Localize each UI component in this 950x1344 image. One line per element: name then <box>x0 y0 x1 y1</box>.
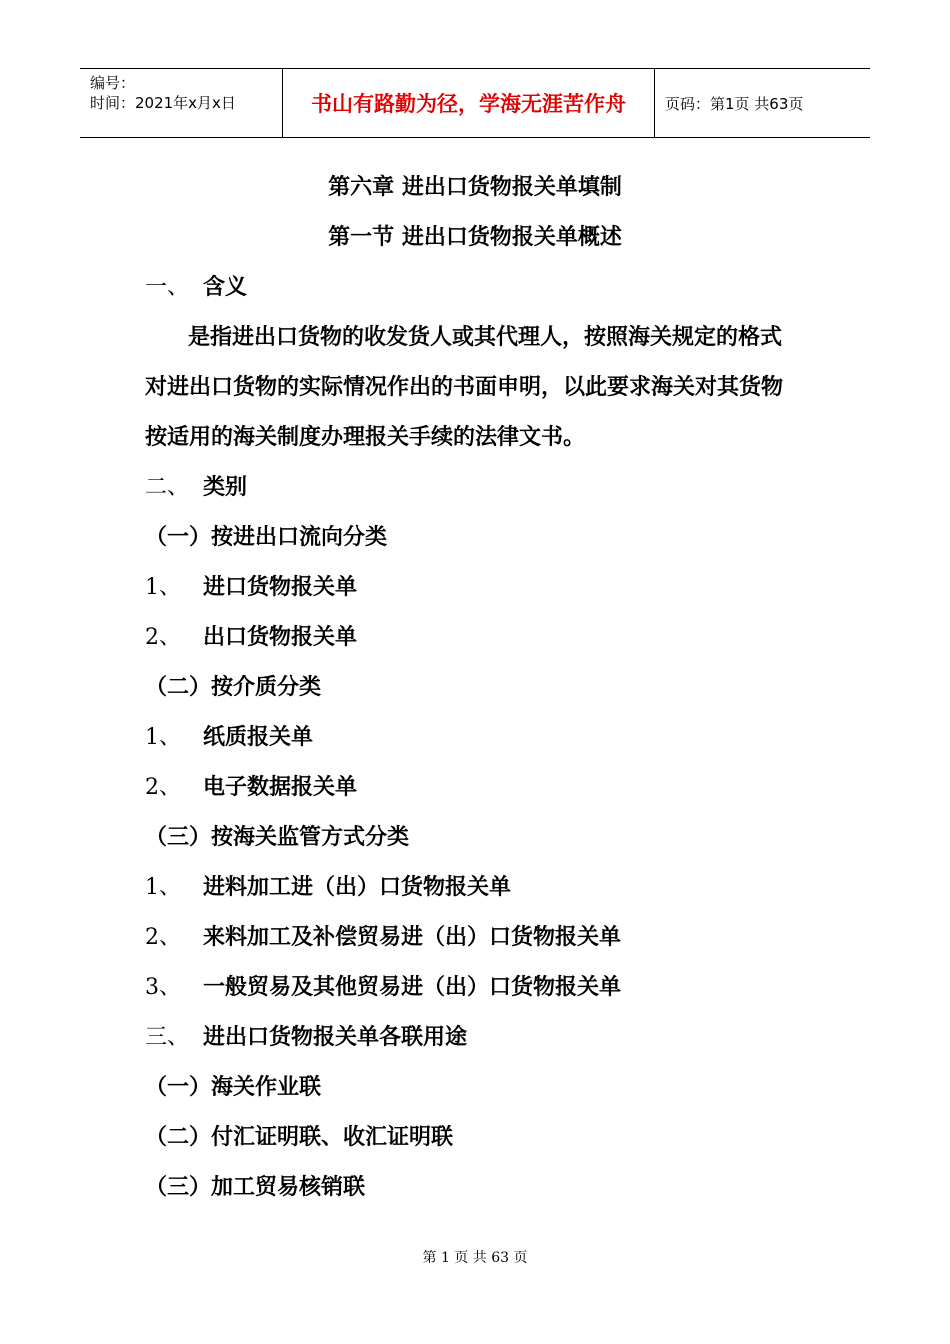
list-item-text: 进口货物报关单 <box>203 574 358 600</box>
subheading: （三）加工贸易核销联 <box>145 1174 366 1200</box>
list-item <box>145 720 313 751</box>
subheading: （二）付汇证明联、收汇证明联 <box>145 1124 454 1150</box>
heading-3-text: 进出口货物报关单各联用途 <box>203 1024 468 1050</box>
heading-1 <box>145 270 247 301</box>
list-item <box>145 570 357 601</box>
subheading: （二）按介质分类 <box>145 674 322 700</box>
list-item <box>145 920 621 951</box>
list-item <box>145 620 357 651</box>
section-title: 第一节 进出口货物报关单概述 <box>328 224 622 250</box>
subheading: （三）按海关监管方式分类 <box>145 824 410 850</box>
heading-3 <box>145 1020 467 1051</box>
list-item-num: 1、 <box>145 725 181 750</box>
subheading: （一）海关作业联 <box>145 1074 322 1100</box>
page-header <box>80 68 870 138</box>
heading-2-num: 二、 <box>145 475 190 500</box>
header-motto-cell <box>282 69 655 137</box>
heading-2 <box>145 470 247 501</box>
heading-3-num: 三、 <box>145 1025 190 1050</box>
paragraph-line: 是指进出口货物的收发货人或其代理人，按照海关规定的格式 <box>188 324 783 350</box>
paragraph-line: 对进出口货物的实际情况作出的书面申明，以此要求海关对其货物 <box>145 374 784 400</box>
list-item-num: 2、 <box>145 925 181 950</box>
list-item-text: 出口货物报关单 <box>203 624 358 650</box>
list-item-text: 进料加工进（出）口货物报关单 <box>203 874 512 900</box>
subheading: （一）按进出口流向分类 <box>145 524 388 550</box>
list-item-text: 一般贸易及其他贸易进（出）口货物报关单 <box>203 974 622 1000</box>
list-item-text: 电子数据报关单 <box>203 774 358 800</box>
header-page-info: 页码：第1页 共63页 <box>665 94 804 113</box>
serial-label: 编号： <box>90 74 136 92</box>
list-item <box>145 970 621 1001</box>
list-item <box>145 870 511 901</box>
time-label: 时间：2021年x月x日 <box>90 94 236 112</box>
list-item-text: 纸质报关单 <box>203 724 314 750</box>
list-item-num: 3、 <box>145 975 181 1000</box>
list-item-num: 1、 <box>145 875 181 900</box>
motto-text: 书山有路勤为径，学海无涯苦作舟 <box>311 92 626 116</box>
list-item-num: 2、 <box>145 775 181 800</box>
list-item-num: 2、 <box>145 625 181 650</box>
heading-2-text: 类别 <box>203 474 248 500</box>
list-item-text: 来料加工及补偿贸易进（出）口货物报关单 <box>203 924 622 950</box>
list-item-num: 1、 <box>145 575 181 600</box>
header-meta <box>80 69 282 137</box>
chapter-title: 第六章 进出口货物报关单填制 <box>328 174 622 200</box>
list-item <box>145 770 357 801</box>
heading-1-num: 一、 <box>145 275 190 300</box>
page-footer: 第 1 页 共 63 页 <box>422 1250 528 1266</box>
paragraph-line: 按适用的海关制度办理报关手续的法律文书。 <box>145 424 586 450</box>
heading-1-text: 含义 <box>203 274 248 300</box>
